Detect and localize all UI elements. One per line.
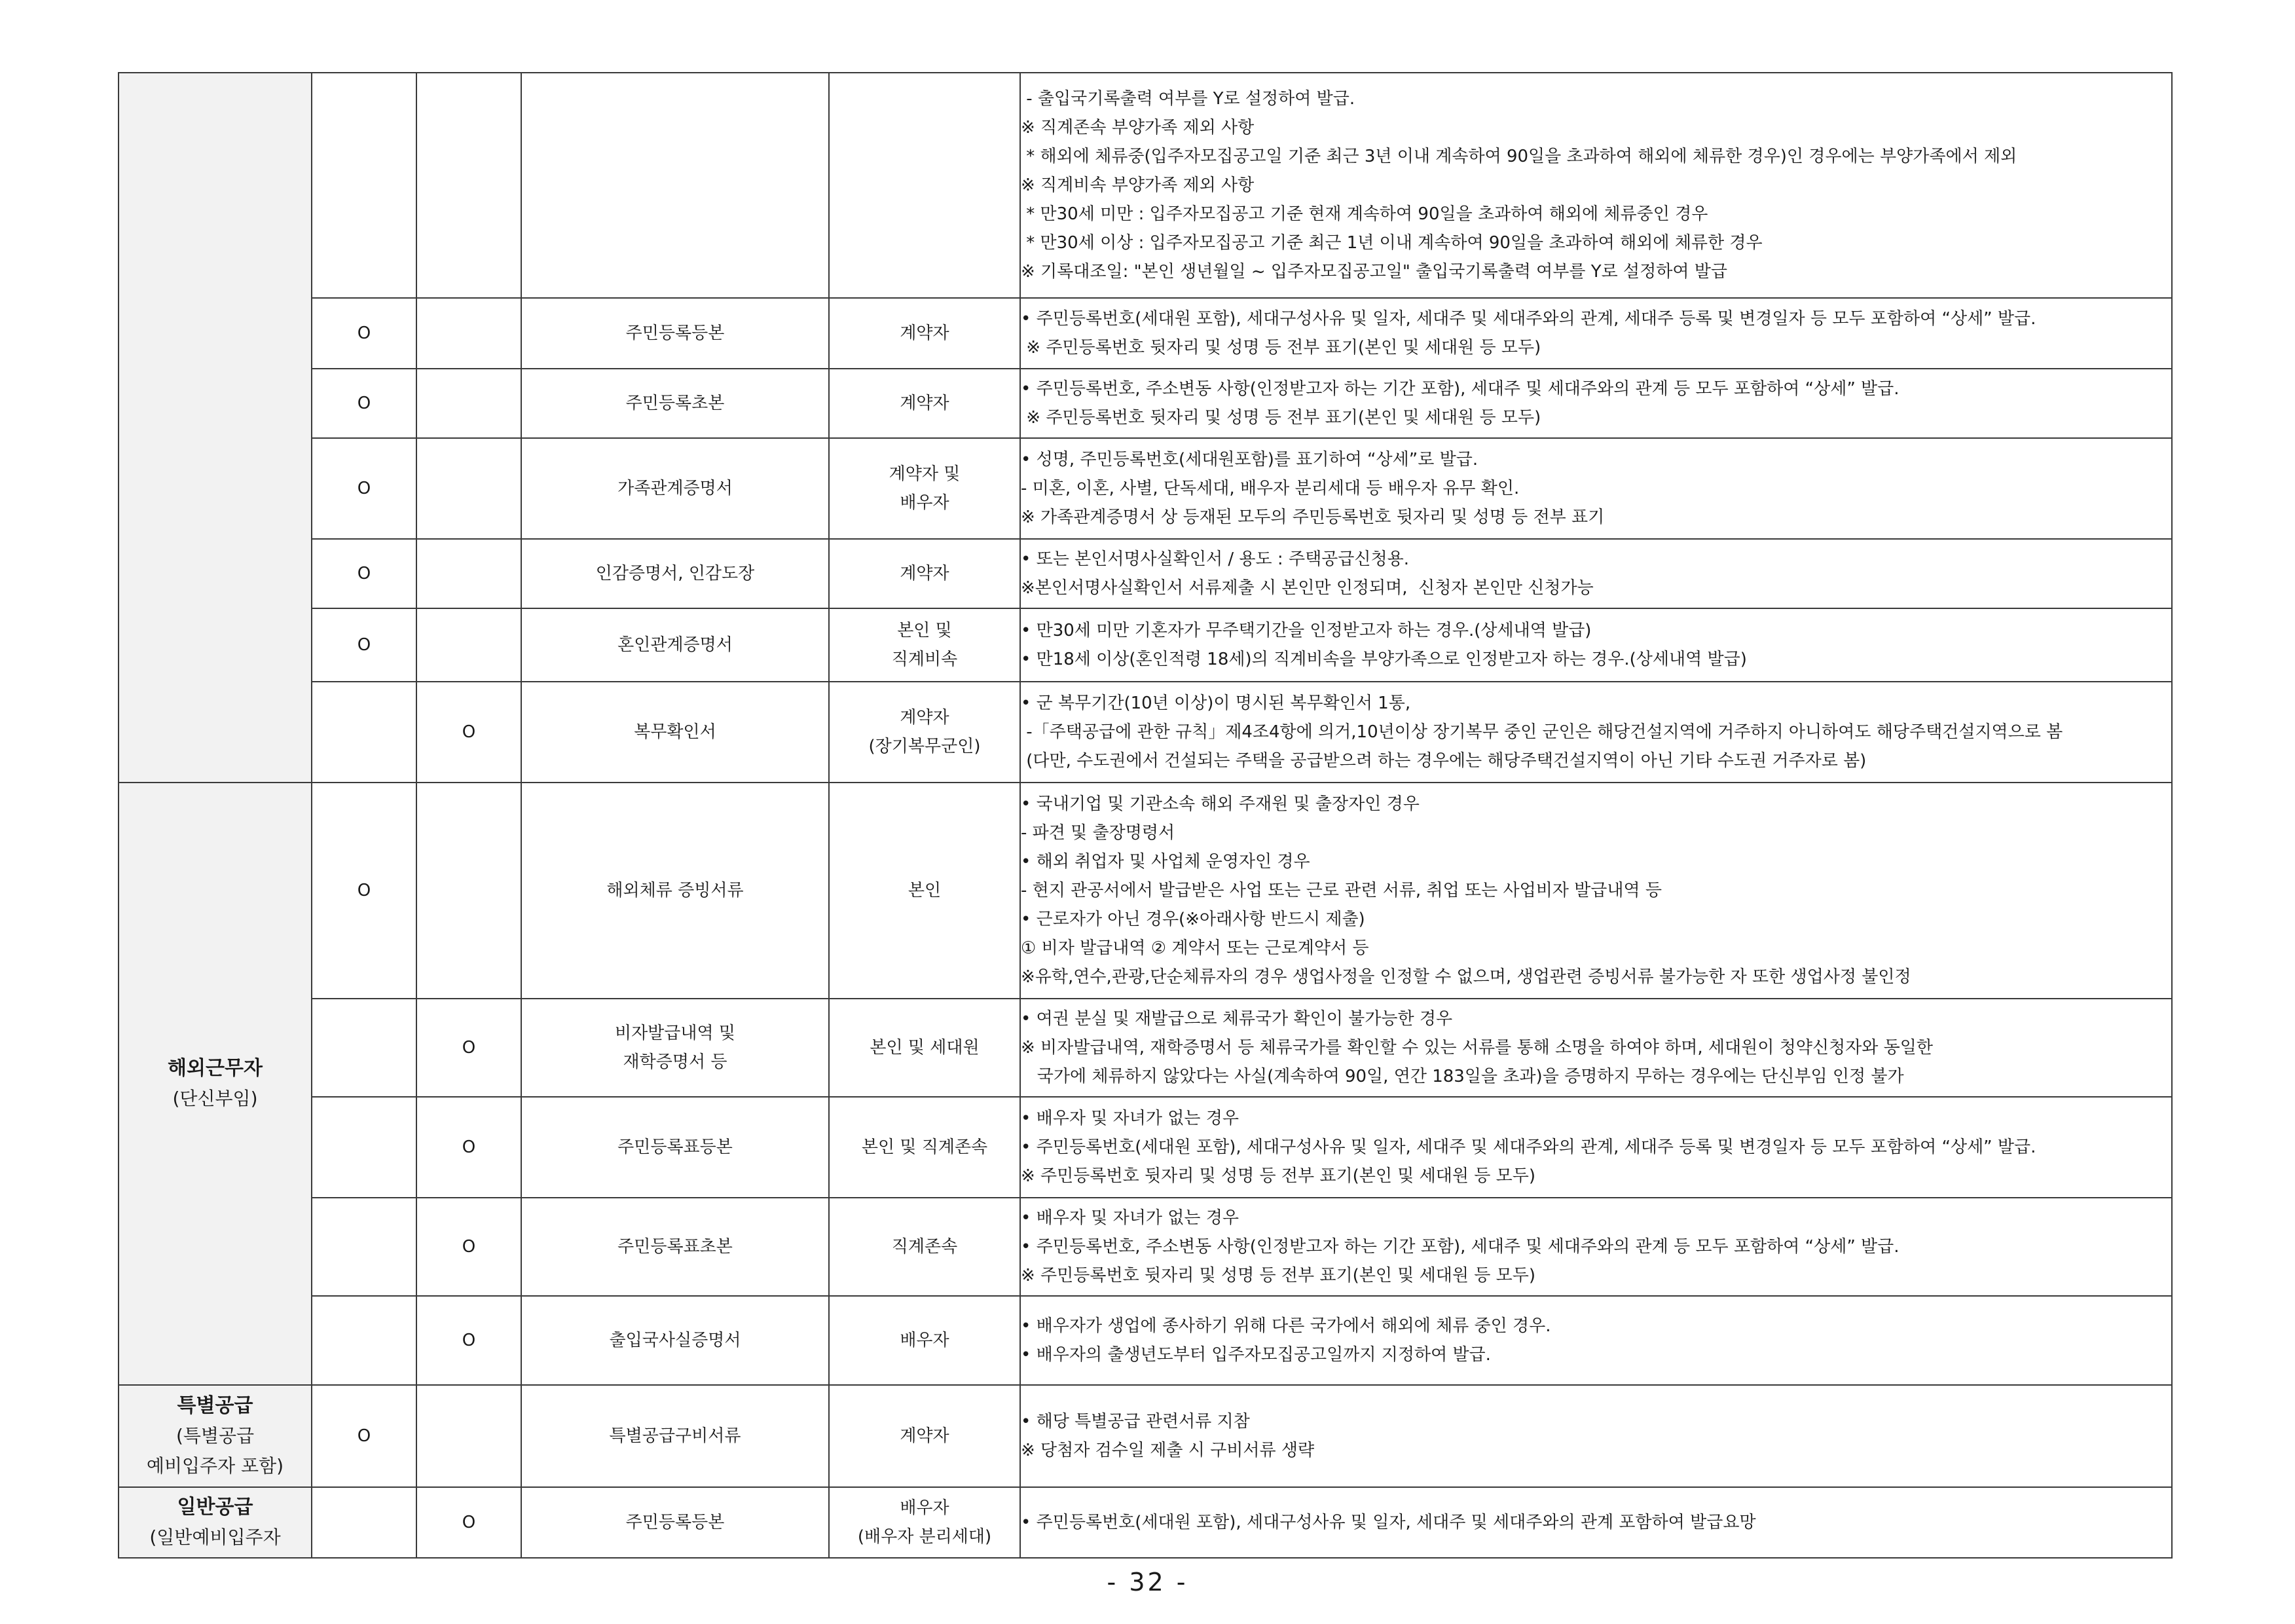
description-line: • 국내기업 및 기관소속 해외 주재원 및 출장자인 경우 bbox=[1021, 794, 1420, 814]
required-mark: O bbox=[312, 783, 416, 999]
conditional-mark bbox=[416, 1385, 521, 1487]
description bbox=[1020, 73, 2172, 298]
document-name: 출입국사실증명서 bbox=[521, 1296, 829, 1385]
description bbox=[1020, 1296, 2172, 1385]
description-line: - 현지 관공서에서 발급받은 사업 또는 근로 관련 서류, 취업 또는 사업비자 발급내역 등 bbox=[1021, 881, 1662, 900]
description-line: * 만30세 미만 : 입주자모집공고 기준 현재 계속하여 90일을 초과하여 해외에 체류중인 경우 bbox=[1021, 204, 1708, 224]
cell-line: (배우자 분리세대) bbox=[857, 1527, 992, 1547]
required-mark bbox=[312, 73, 416, 298]
cell-line: 계약자 및 bbox=[889, 464, 961, 484]
category-subtitle: (특별공급 bbox=[175, 1425, 255, 1447]
target-person: 본인 및 세대원 bbox=[829, 999, 1020, 1097]
required-mark: O bbox=[312, 298, 416, 369]
cell-line: 비자발급내역 및 bbox=[614, 1024, 736, 1043]
required-mark: O bbox=[312, 1385, 416, 1487]
target-person: 계약자 bbox=[829, 539, 1020, 608]
description bbox=[1020, 369, 2172, 438]
document-name: 주민등록초본 bbox=[521, 369, 829, 438]
description-line: • 만30세 미만 기혼자가 무주택기간을 인정받고자 하는 경우.(상세내역 발급) bbox=[1021, 621, 1592, 640]
description-line: • 배우자가 생업에 종사하기 위해 다른 국가에서 해외에 체류 중인 경우. bbox=[1021, 1316, 1551, 1336]
target-person: 계약자 bbox=[829, 369, 1020, 438]
description-line: ※ 직계비속 부양가족 제외 사항 bbox=[1021, 175, 1255, 195]
description-line: • 해당 특별공급 관련서류 지참 bbox=[1021, 1412, 1250, 1431]
description-line: • 해외 취업자 및 사업체 운영자인 경우 bbox=[1021, 852, 1310, 872]
conditional-mark: O bbox=[416, 999, 521, 1097]
description-line: • 주민등록번호(세대원 포함), 세대구성사유 및 일자, 세대주 및 세대주와의 관계, 세대주 등록 및 변경일자 등 모두 포함하여 “상세” 발급. bbox=[1021, 1137, 2036, 1157]
target-person bbox=[829, 1487, 1020, 1558]
table-row bbox=[119, 369, 2172, 438]
description-line: ※ 가족관계증명서 상 등재된 모두의 주민등록번호 뒷자리 및 성명 등 전부 표기 bbox=[1021, 507, 1605, 527]
description bbox=[1020, 682, 2172, 783]
target-person: 배우자 bbox=[829, 1296, 1020, 1385]
category-subtitle: (일반예비입주자 bbox=[149, 1526, 281, 1548]
description bbox=[1020, 999, 2172, 1097]
conditional-mark: O bbox=[416, 1487, 521, 1558]
description-line: ※ 주민등록번호 뒷자리 및 성명 등 전부 표기(본인 및 세대원 등 모두) bbox=[1021, 1166, 1536, 1186]
description bbox=[1020, 608, 2172, 682]
document-name: 가족관계증명서 bbox=[521, 438, 829, 539]
required-mark: O bbox=[312, 369, 416, 438]
description-line: - 미혼, 이혼, 사별, 단독세대, 배우자 분리세대 등 배우자 유무 확인. bbox=[1021, 479, 1520, 498]
table-row bbox=[119, 539, 2172, 608]
description-line: -「주택공급에 관한 규칙」제4조4항에 의거,10년이상 장기복무 중인 군인은 해당건설지역에 거주하지 아니하여도 해당주택건설지역으로 봄 bbox=[1021, 722, 2063, 742]
table-row bbox=[119, 1097, 2172, 1198]
description-line: (다만, 수도권에서 건설되는 주택을 공급받으려 하는 경우에는 해당주택건설지역이 아닌 기타 수도권 거주자로 봄) bbox=[1021, 751, 1867, 771]
description bbox=[1020, 783, 2172, 999]
category-cell-general bbox=[119, 1487, 312, 1558]
description-line: ① 비자 발급내역 ② 계약서 또는 근로계약서 등 bbox=[1021, 938, 1369, 958]
required-mark bbox=[312, 1296, 416, 1385]
description-line: ※본인서명사실확인서 서류제출 시 본인만 인정되며, 신청자 본인만 신청가능 bbox=[1021, 578, 1594, 598]
description-line: • 주민등록번호(세대원 포함), 세대구성사유 및 일자, 세대주 및 세대주와의 관계 포함하여 발급요망 bbox=[1021, 1513, 1756, 1532]
description-line: • 또는 본인서명사실확인서 / 용도 : 주택공급신청용. bbox=[1021, 549, 1410, 569]
target-person: 계약자 bbox=[829, 1385, 1020, 1487]
description bbox=[1020, 1487, 2172, 1558]
conditional-mark bbox=[416, 783, 521, 999]
conditional-mark bbox=[416, 369, 521, 438]
description-line: * 해외에 체류중(입주자모집공고일 기준 최근 3년 이내 계속하여 90일을 초과하여 해외에 체류한 경우)인 경우에는 부양가족에서 제외 bbox=[1021, 147, 2017, 166]
required-mark bbox=[312, 1198, 416, 1296]
cell-line: 직계비속 bbox=[891, 650, 958, 669]
description-line: • 군 복무기간(10년 이상)이 명시된 복무확인서 1통, bbox=[1021, 693, 1411, 713]
target-person: 계약자 bbox=[829, 298, 1020, 369]
document-name: 주민등록표등본 bbox=[521, 1097, 829, 1198]
cell-line: 계약자 bbox=[900, 708, 949, 728]
document-name: 주민등록등본 bbox=[521, 298, 829, 369]
cell-line: 배우자 bbox=[900, 1498, 949, 1518]
cell-line: 본인 및 bbox=[897, 621, 952, 640]
description bbox=[1020, 539, 2172, 608]
description bbox=[1020, 438, 2172, 539]
category-title: 특별공급 bbox=[177, 1394, 253, 1417]
category-subtitle: 예비입주자 포함) bbox=[146, 1455, 284, 1477]
document-name bbox=[521, 73, 829, 298]
description-line: • 배우자 및 자녀가 없는 경우 bbox=[1021, 1109, 1239, 1128]
description-line: • 주민등록번호(세대원 포함), 세대구성사유 및 일자, 세대주 및 세대주와의 관계, 세대주 등록 및 변경일자 등 모두 포함하여 “상세” 발급. bbox=[1021, 309, 2036, 329]
description-line: • 성명, 주민등록번호(세대원포함)를 표기하여 “상세”로 발급. bbox=[1021, 450, 1478, 470]
cell-line: 재학증명서 등 bbox=[623, 1052, 727, 1072]
description bbox=[1020, 1097, 2172, 1198]
description bbox=[1020, 1385, 2172, 1487]
table-row bbox=[119, 682, 2172, 783]
conditional-mark: O bbox=[416, 1198, 521, 1296]
document-name: 특별공급구비서류 bbox=[521, 1385, 829, 1487]
document-name: 혼인관계증명서 bbox=[521, 608, 829, 682]
conditional-mark bbox=[416, 298, 521, 369]
description-line: • 여권 분실 및 재발급으로 체류국가 확인이 불가능한 경우 bbox=[1021, 1009, 1453, 1029]
description-line: • 배우자의 출생년도부터 입주자모집공고일까지 지정하여 발급. bbox=[1021, 1345, 1491, 1365]
required-mark: O bbox=[312, 539, 416, 608]
description-line: - 파견 및 출장명령서 bbox=[1021, 823, 1175, 843]
description-line: ※ 비자발급내역, 재학증명서 등 체류국가를 확인할 수 있는 서류를 통해 소명을 하여야 하며, 세대원이 청약신청자와 동일한 bbox=[1021, 1038, 1933, 1058]
target-person bbox=[829, 438, 1020, 539]
document-name bbox=[521, 999, 829, 1097]
description-line: 국가에 체류하지 않았다는 사실(계속하여 90일, 연간 183일을 초과)을 증명하지 무하는 경우에는 단신부임 인정 불가 bbox=[1021, 1067, 1904, 1086]
description bbox=[1020, 298, 2172, 369]
description-line: • 근로자가 아닌 경우(※아래사항 반드시 제출) bbox=[1021, 910, 1365, 929]
required-mark bbox=[312, 1097, 416, 1198]
table-row bbox=[119, 1385, 2172, 1487]
category-cell-previous bbox=[119, 73, 312, 783]
description-line: - 출입국기록출력 여부를 Y로 설정하여 발급. bbox=[1021, 89, 1355, 109]
description-line: ※ 직계존속 부양가족 제외 사항 bbox=[1021, 118, 1255, 138]
category-cell-special bbox=[119, 1385, 312, 1487]
conditional-mark: O bbox=[416, 682, 521, 783]
category-title: 해외근무자 bbox=[168, 1057, 263, 1080]
description-line: • 주민등록번호, 주소변동 사항(인정받고자 하는 기간 포함), 세대주 및 세대주와의 관계 등 모두 포함하여 “상세” 발급. bbox=[1021, 1237, 1900, 1257]
target-person: 본인 및 직계존속 bbox=[829, 1097, 1020, 1198]
description-line: ※ 주민등록번호 뒷자리 및 성명 등 전부 표기(본인 및 세대원 등 모두) bbox=[1021, 338, 1541, 358]
document-name: 인감증명서, 인감도장 bbox=[521, 539, 829, 608]
conditional-mark: O bbox=[416, 1097, 521, 1198]
target-person bbox=[829, 682, 1020, 783]
description-line: * 만30세 이상 : 입주자모집공고 기준 최근 1년 이내 계속하여 90일을 초과하여 해외에 체류한 경우 bbox=[1021, 233, 1763, 253]
category-cell-overseas bbox=[119, 783, 312, 1385]
table-row bbox=[119, 608, 2172, 682]
document-name: 복무확인서 bbox=[521, 682, 829, 783]
target-person: 본인 bbox=[829, 783, 1020, 999]
cell-line: 배우자 bbox=[900, 493, 949, 513]
conditional-mark bbox=[416, 608, 521, 682]
table-row bbox=[119, 73, 2172, 298]
category-subtitle: (단신부임) bbox=[172, 1088, 258, 1109]
document-name: 해외체류 증빙서류 bbox=[521, 783, 829, 999]
description-line: ※유학,연수,관광,단순체류자의 경우 생업사정을 인정할 수 없으며, 생업관련 증빙서류 불가능한 자 또한 생업사정 불인정 bbox=[1021, 967, 1911, 987]
target-person bbox=[829, 73, 1020, 298]
conditional-mark bbox=[416, 539, 521, 608]
description-line: ※ 주민등록번호 뒷자리 및 성명 등 전부 표기(본인 및 세대원 등 모두) bbox=[1021, 408, 1541, 428]
category-title: 일반공급 bbox=[177, 1496, 253, 1519]
table-row bbox=[119, 783, 2172, 999]
required-mark bbox=[312, 682, 416, 783]
description-line: ※ 당첨자 검수일 제출 시 구비서류 생략 bbox=[1021, 1441, 1315, 1460]
document-name: 주민등록표초본 bbox=[521, 1198, 829, 1296]
description-line: • 배우자 및 자녀가 없는 경우 bbox=[1021, 1208, 1239, 1228]
required-mark bbox=[312, 999, 416, 1097]
description-line: ※ 주민등록번호 뒷자리 및 성명 등 전부 표기(본인 및 세대원 등 모두) bbox=[1021, 1266, 1536, 1285]
description-line: • 만18세 이상(혼인적령 18세)의 직계비속을 부양가족으로 인정받고자 하는 경우.(상세내역 발급) bbox=[1021, 650, 1747, 669]
description bbox=[1020, 1198, 2172, 1296]
description-line: ※ 기록대조일: "본인 생년월일 ~ 입주자모집공고일" 출입국기록출력 여부를 Y로 설정하여 발급 bbox=[1021, 262, 1727, 282]
conditional-mark: O bbox=[416, 1296, 521, 1385]
document-table bbox=[118, 72, 2173, 1559]
table-row bbox=[119, 1296, 2172, 1385]
required-mark: O bbox=[312, 608, 416, 682]
required-mark bbox=[312, 1487, 416, 1558]
cell-line: (장기복무군인) bbox=[868, 737, 981, 756]
conditional-mark bbox=[416, 73, 521, 298]
table-row bbox=[119, 1487, 2172, 1558]
page-number: - 32 - bbox=[1107, 1568, 1188, 1596]
table-row bbox=[119, 999, 2172, 1097]
target-person bbox=[829, 608, 1020, 682]
table-row bbox=[119, 438, 2172, 539]
document-name: 주민등록등본 bbox=[521, 1487, 829, 1558]
target-person: 직계존속 bbox=[829, 1198, 1020, 1296]
table-row bbox=[119, 298, 2172, 369]
description-line: • 주민등록번호, 주소변동 사항(인정받고자 하는 기간 포함), 세대주 및 세대주와의 관계 등 모두 포함하여 “상세” 발급. bbox=[1021, 379, 1900, 399]
required-mark: O bbox=[312, 438, 416, 539]
conditional-mark bbox=[416, 438, 521, 539]
table-row bbox=[119, 1198, 2172, 1296]
